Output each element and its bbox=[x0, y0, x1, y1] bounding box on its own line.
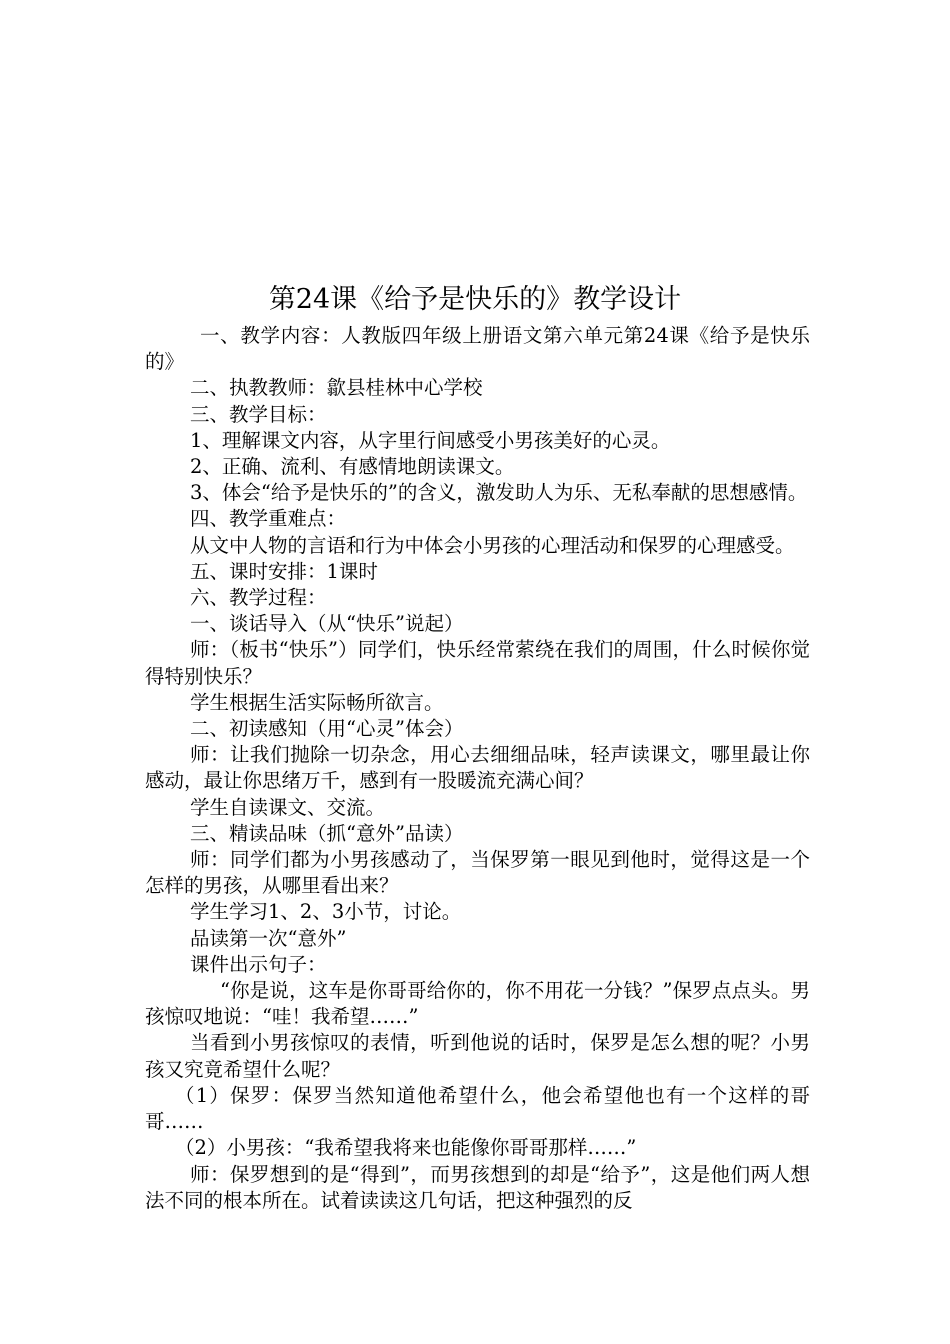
paragraph-teacher: 二、执教教师：歙县桂林中心学校 bbox=[190, 376, 483, 400]
paragraph-question: 当看到小男孩惊叹的表情，听到他说的话时，保罗是怎么想的呢？小男孩又究竟希望什么呢？ bbox=[145, 1031, 810, 1081]
paragraph-goal-3: 3、体会“给予是快乐的”的含义，激发助人为乐、无私奉献的思想感情。 bbox=[190, 481, 808, 505]
paragraph-step-1-students: 学生根据生活实际畅所欲言。 bbox=[190, 690, 444, 714]
paragraph-teaching-content: 一、教学内容：人教版四年级上册语文第六单元第24课《给予是快乐的》 bbox=[145, 324, 810, 374]
paragraph-step-2-students: 学生自读课文、交流。 bbox=[190, 795, 386, 819]
paragraph-goals-heading: 三、教学目标： bbox=[190, 402, 327, 426]
paragraph-step-2-teacher: 师：让我们抛除一切杂念，用心去细细品味，轻声读课文，哪里最让你感动，最让你思绪万千，感到有一股暖流充满心间？ bbox=[145, 743, 810, 793]
paragraph-paul: （1）保罗：保罗当然知道他希望什么，他会希望他也有一个这样的哥哥…… bbox=[145, 1083, 810, 1134]
paragraph-teacher-summary: 师：保罗想到的是“得到”，而男孩想到的却是“给予”，这是他们两人想法不同的根本所在。试着读读这几句话，把这种强烈的反 bbox=[145, 1162, 810, 1212]
document-title: 第24课《给予是快乐的》教学设计 bbox=[268, 284, 682, 315]
paragraph-process-heading: 六、教学过程： bbox=[190, 586, 327, 610]
paragraph-courseware: 课件出示句子： bbox=[190, 952, 327, 976]
paragraph-key-points-heading: 四、教学重难点： bbox=[190, 507, 347, 531]
paragraph-goal-1: 1、理解课文内容，从字里行间感受小男孩美好的心灵。 bbox=[190, 428, 671, 452]
paragraph-step-3-students: 学生学习1、2、3小节，讨论。 bbox=[190, 900, 462, 924]
paragraph-step-1-teacher: 师：（板书“快乐”）同学们，快乐经常萦绕在我们的周围，什么时候你觉得特别快乐？ bbox=[145, 638, 810, 688]
paragraph-key-points: 从文中人物的言语和行为中体会小男孩的心理活动和保罗的心理感受。 bbox=[190, 533, 795, 557]
paragraph-step-1-heading: 一、谈话导入（从“快乐”说起） bbox=[190, 612, 464, 636]
paragraph-goal-2: 2、正确、流利、有感情地朗读课文。 bbox=[190, 455, 515, 479]
document-body bbox=[145, 323, 810, 1214]
paragraph-step-3-heading: 三、精读品味（抓“意外”品读） bbox=[190, 821, 464, 845]
paragraph-first-surprise: 品读第一次“意外” bbox=[190, 926, 347, 950]
paragraph-step-2-heading: 二、初读感知（用“心灵”体会） bbox=[190, 717, 464, 741]
paragraph-step-3-teacher: 师：同学们都为小男孩感动了，当保罗第一眼见到他时，觉得这是一个怎样的男孩，从哪里看出来？ bbox=[145, 848, 810, 898]
paragraph-schedule: 五、课时安排：1课时 bbox=[190, 559, 378, 583]
paragraph-boy: （2）小男孩：“我希望我将来也能像你哥哥那样……” bbox=[175, 1136, 637, 1160]
paragraph-quote: “你是说，这车是你哥哥给你的，你不用花一分钱？”保罗点点头。男孩惊叹地说：“哇！我希望……” bbox=[145, 979, 810, 1029]
